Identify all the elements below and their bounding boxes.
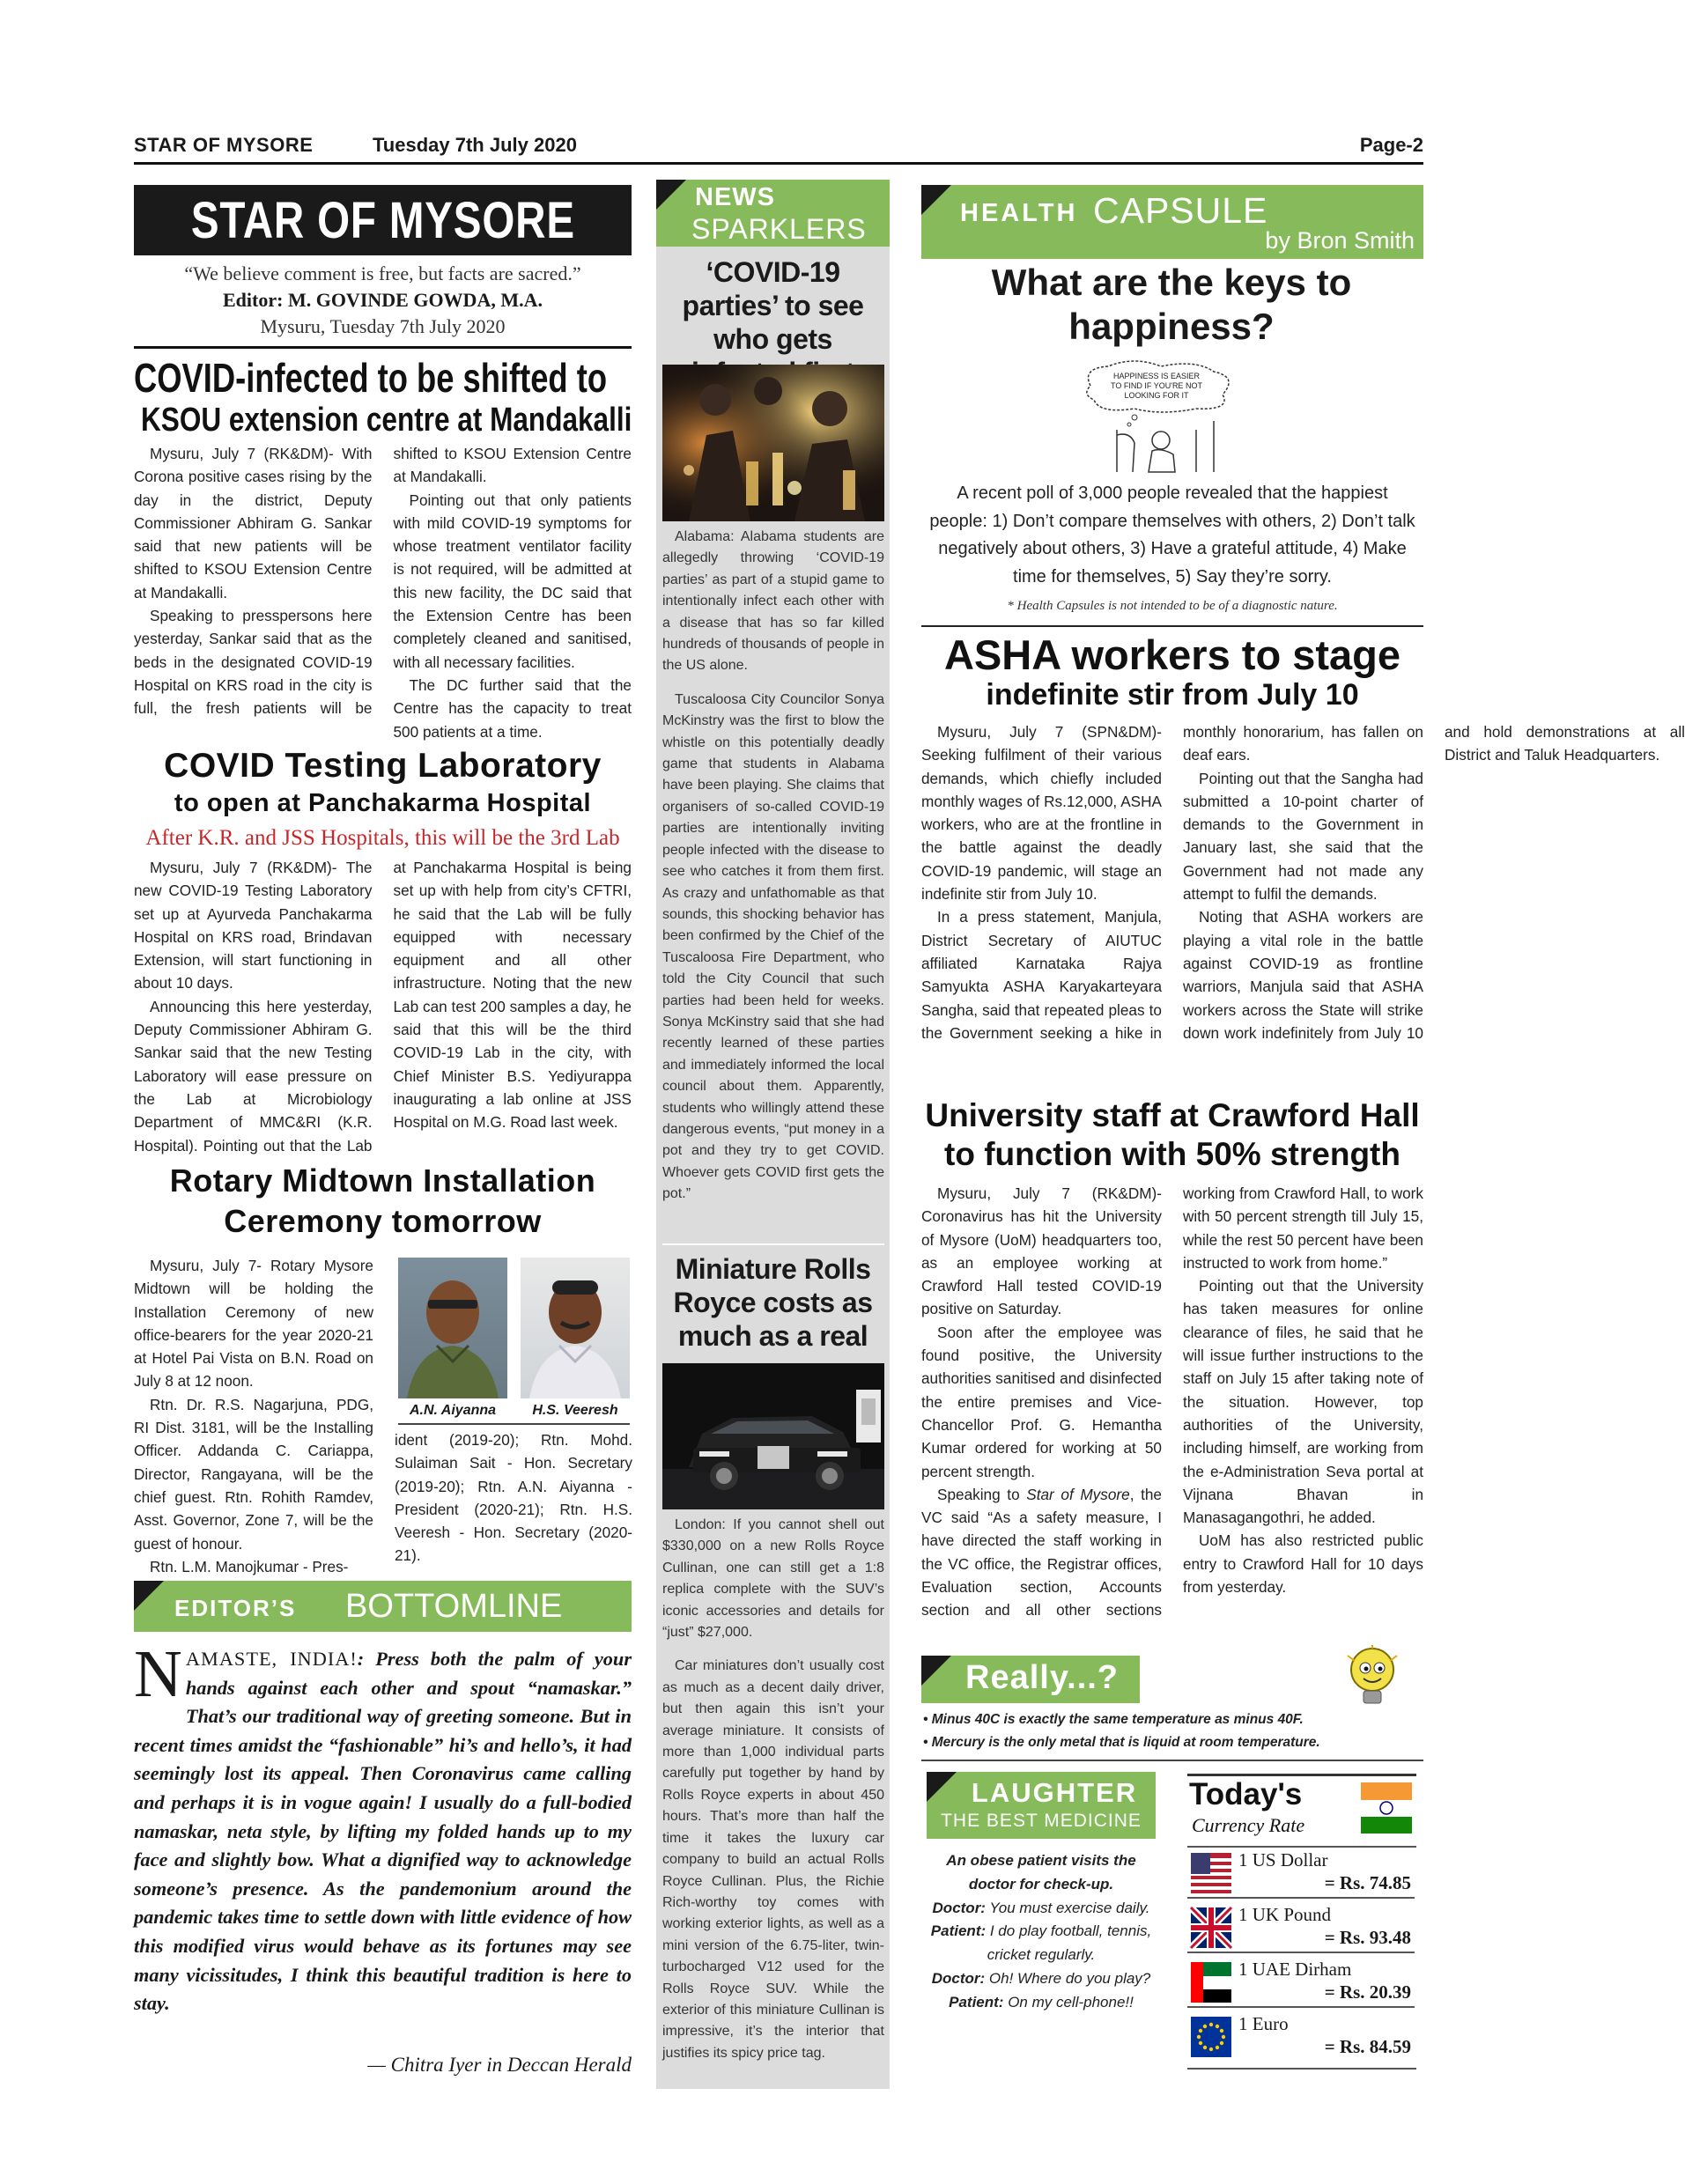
article-body: Mysuru, July 7 (SPN&DM)- Seeking fulfilment of their various demands, which chiefly included monthly wages of Rs.12,000, ASHA workers, who are at the frontline in the battle against the deadly COVID-19 pandemic, will stage an indefinite stir from July 10. In a press statement, Manjula, District Secretary of AIUTUC affiliated Karnataka Rajya Samyukta ASHA Karyakarteyara Sangha, said that repeated pleas to the Government seeking a hike in monthly honorarium, has fallen on deaf ears. Pointing out that the Sangha had submitted a 10-point charter of demands to the Government in January last, she said that the Government had not made any attempt to fulfil the demands. Noting that ASHA workers are playing a vital role in the battle against COVID-19 as frontline warriors, Manjula said that ASHA workers across the State will strike down work indefinitely from July 10 and hold demonstrations at all District and Taluk Headquarters. <box>921 723 1685 1042</box>
currency-row-eur: 1 Euro = Rs. 84.59 <box>1187 2011 1415 2062</box>
really-fact: • Minus 40C is exactly the same temperature as minus 40F. <box>923 1712 1304 1727</box>
article-headline: Rotary Midtown Installation <box>169 1162 596 1199</box>
currency-title: Today's <box>1189 1777 1303 1811</box>
corner-mark <box>134 1581 164 1611</box>
photo-caption: A.N. Aiyanna <box>409 1403 497 1418</box>
bottomline-banner: EDITOR’S BOTTOMLINE <box>134 1581 632 1632</box>
article-red-subhead: After K.R. and JSS Hospitals, this will be the 3rd Lab <box>145 826 620 850</box>
photo-aiyanna <box>398 1258 507 1398</box>
health-body: A recent poll of 3,000 people revealed that the happiest people: 1) Don’t compare themselves with others, 2) Don’t talk negatively about others, 3) Have a grateful attitude, 4) Make time for themselves, 5) Say they’re sorry. <box>929 483 1415 587</box>
lightbulb-icon <box>1344 1645 1400 1710</box>
drop-cap: N <box>134 1637 182 1711</box>
sparkler-headline: ‘COVID-19 parties’ to see who gets <box>682 256 864 355</box>
article-subheadline: KSOU extension centre at Mandakalli <box>141 402 632 439</box>
sparkler-headline: Miniature Rolls Royce costs as much as a real <box>673 1253 873 1352</box>
party-photo <box>662 365 884 521</box>
header-paper-name: STAR OF MYSORE <box>134 134 314 156</box>
masthead-motto: “We believe comment is free, but facts are sacred.” <box>184 262 581 284</box>
header-page-number: Page-2 <box>1359 134 1423 156</box>
article-headline: COVID-infected to be shifted to <box>134 355 608 401</box>
masthead-rule <box>134 346 632 349</box>
currency-top-rule <box>1187 1774 1416 1776</box>
svg-text:TO FIND IF YOU'RE NOT: TO FIND IF YOU'RE NOT <box>1111 381 1202 390</box>
health-cartoon <box>1082 359 1240 474</box>
masthead-banner <box>134 185 632 255</box>
article-body: Mysuru, July 7 (RK&DM)- The new COVID-19 Testing Laboratory set up at Ayurveda Panchakarma Hospital on KRS road, Brindavan Extension, will start functioning in about 10 days. Announcing this here yesterday, Deputy Commissioner Abhiram G. Sankar said that the new Testing Laboratory will ease pressure on the Lab at Microbiology Department of MMC&RI (K.R. Hospital). Pointing out that the Lab at Panchakarma Hospital is being set up with help from city’s CFTRI, he said that the Lab will be fully equipped with necessary equipment and all other infrastructure. Noting that the new Lab can test 200 samples a day, he said that this will be the third COVID-19 Lab in the city, with Chief Minister B.S. Yediyurappa inaugurating a lab online at JSS Hospital on M.G. Road last week. <box>134 859 632 1155</box>
party-image <box>662 365 884 521</box>
article-subheadline: to open at Panchakarma Hospital <box>174 789 592 817</box>
currency-bottom-rule <box>1187 2068 1416 2070</box>
uae-flag-icon <box>1191 1962 1231 2003</box>
article-headline: University staff at Crawford Hall <box>925 1097 1420 1133</box>
header-date: Tuesday 7th July 2020 <box>373 134 577 156</box>
us-flag-icon <box>1191 1853 1231 1893</box>
article-body-left: Mysuru, July 7- Rotary Mysore Midtown will be holding the Installation Ceremony of new office-bearers for the year 2020-21 at Hotel Pai Vista on B.N. Road on July 8 at 12 noon. Rtn. Dr. R.S. Nagarjuna, PDG, RI Dist. 3181, will be the Installing Officer. Addanda C. Cariappa, Director, Rangayana, will be the chief guest. Rtn. Rohith Ramdev, Asst. Governor, Zone 7, will be the guest of honour. Rtn. L.M. Manojkumar - Pres- <box>134 1257 373 1575</box>
portrait-image <box>398 1258 507 1398</box>
health-disclaimer: * Health Capsules is not intended to be of a diagnostic nature. <box>1007 599 1338 613</box>
bottomline-byline: — Chitra Iyer in Deccan Herald <box>367 2054 632 2076</box>
health-rule <box>921 625 1423 627</box>
currency-row-gbp: 1 UK Pound = Rs. 93.48 <box>1187 1902 1415 1953</box>
corner-mark <box>656 180 686 210</box>
joke-text: An obese patient visits the doctor for check-up. Doctor: You must exercise daily. Patient: I do play football, tennis, cricket regularly. Doctor: Oh! Where do you play? Patient: On my cell-phone!! <box>930 1852 1152 2011</box>
sparkler-body: Alabama: Alabama students are allegedly throwing ‘COVID-19 parties’ as part of a stupid game to intentionally infect each other with a disease that has so far killed hundreds of thousands of people in the US alone. Tuscaloosa City Councilor Sonya McKinstry was the first to blow the whistle on this potentially deadly game that students in Alabama have been playing. She claims that organisers of so-called COVID-19 parties are intentionally inviting people infected with the disease to see who catches it from them first. As crazy and unfathomable as that sounds, this shocking behavior has been confirmed by the Chief of the Tuscaloosa Fire Department, who told the City Council that such parties had been held for weeks. Sonya McKinstry said that she had recently learned of these parties and immediately informed the local council about them. Apparently, students who willingly attend these dangerous events, “put money in a pot and they try to get COVID. Whoever gets COVID first gets the pot.” <box>662 529 884 1202</box>
article-body-right: ident (2019-20); Rtn. Mohd. Sulaiman Sait - Hon. Secretary (2019-20); Rtn. A.N. Aiyanna - President (2020-21); Rtn. H.S. Veeresh - Hon. Secretary (2020-21). <box>395 1431 632 1565</box>
photo-caption: H.S. Veeresh <box>532 1403 618 1418</box>
header-rule <box>134 162 1423 165</box>
really-banner: Really...? <box>921 1656 1140 1703</box>
car-image <box>662 1363 884 1509</box>
health-headline: What are the keys to happiness? <box>991 262 1352 347</box>
currency-row-aed: 1 UAE Dirham = Rs. 20.39 <box>1187 1957 1415 2008</box>
sparklers-banner: NEWS SPARKLERS <box>656 180 890 247</box>
bottomline-body: NAMASTE, INDIA!: Press both the palm of your hands against each other and spout “namaskar.” That’s our traditional way of greeting someone. But in recent times amidst the “fashionable” hi’s and hello’s, it had seemingly lost its appeal. Then Coronavirus came calling and perhaps it is in vogue again! I usually do a full-bodied namaskar, neta style, by lifting my folded hands up to my face and slightly bow. What a dignified way to acknowledge someone’s presence. As the pandemonium around the pandemic takes time to settle down with little evidence of how this modified virus would behave as its fortunes may see many vicissitudes, I think this beautiful tradition is here to stay. <box>134 1637 632 2015</box>
currency-subtitle: Currency Rate <box>1192 1814 1305 1836</box>
currency-rates <box>1187 1848 1416 2085</box>
health-banner: HEALTH CAPSULE by Bron Smith <box>921 185 1423 259</box>
masthead-dateline: Mysuru, Tuesday 7th July 2020 <box>260 315 506 337</box>
really-rule <box>921 1760 1423 1761</box>
svg-text:HAPPINESS IS EASIER: HAPPINESS IS EASIER <box>1112 372 1201 380</box>
india-flag-icon <box>1361 1782 1412 1834</box>
uk-flag-icon <box>1191 1907 1231 1948</box>
currency-row-usd: 1 US Dollar = Rs. 74.85 <box>1187 1848 1415 1899</box>
masthead-editor: Editor: M. GOVINDE GOWDA, M.A. <box>223 289 543 311</box>
article-subheadline: to function with 50% strength <box>944 1136 1400 1172</box>
corner-mark <box>921 1656 951 1686</box>
article-subheadline: indefinite stir from July 10 <box>986 678 1359 712</box>
article-headline: ASHA workers to stage <box>943 631 1400 678</box>
really-fact: • Mercury is the only metal that is liquid at room temperature. <box>923 1735 1320 1750</box>
laughter-banner: LAUGHTER THE BEST MEDICINE <box>927 1772 1156 1839</box>
photo-veeresh <box>521 1258 630 1398</box>
cartoon-image <box>1082 359 1240 474</box>
sparkler-body: London: If you cannot shell out $330,000 on a new Rolls Royce Cullinan, one can still get a 1:8 replica complete with the SUV’s iconic accessories and details for “just” $27,000. Car miniatures don’t usually cost as much as a decent daily driver, but then again this isn’t your average miniature. It consists of more than 1,000 individual parts carefully put together by hand by Rolls Royce experts in about 450 hours. That’s more than half the time it takes the luxury car company to build an actual Rolls Royce Cullinan. Plus, the Richie Rich-worthy toy comes with working exterior lights, as well as a mini version of the 6.75-liter, twin-turbocharged V12 used for the Rolls Royce SUV. While the exterior of this miniature Cullinan is impressive, it’s the interior that justifies its spicy price tag. <box>662 1517 884 2061</box>
article-body: Mysuru, July 7 (RK&DM)- With Corona positive cases rising by the day in the district, Deputy Commissioner Abhiram G. Sankar said that new patients will be shifted to KSOU Extension Centre at Mandakalli. Speaking to presspersons here yesterday, Sankar said that as the beds in the designated COVID-19 Hospital on KRS road in the city is full, the fresh patients will be shifted to KSOU Extension Centre at Mandakalli. Pointing out that only patients with mild COVID-19 symptoms for whose treatment ventilator facility is not required, will be admitted at this new facility, the DC said that the Extension Centre has been completely cleaned and sanitised, with all necessary facilities. The DC further said that the Centre has the capacity to treat 500 patients at a time. <box>134 445 632 741</box>
svg-text:LOOKING FOR IT: LOOKING FOR IT <box>1124 391 1189 400</box>
eu-flag-icon <box>1191 2017 1231 2057</box>
rolls-royce-photo <box>662 1363 884 1509</box>
masthead-title: STAR OF MYSORE <box>190 191 575 249</box>
article-headline: COVID Testing Laboratory <box>164 747 602 785</box>
article-subheadline: Ceremony tomorrow <box>224 1203 542 1239</box>
corner-mark <box>921 185 951 215</box>
article-body: Mysuru, July 7 (RK&DM)- Coronavirus has hit the University of Mysore (UoM) headquarters too, as an employee working at Crawford Hall tested COVID-19 positive on Saturday. Soon after the employee was found positive, the University authorities sanitised and disinfected the entire premises and Vice-Chancellor Prof. G. Hemantha Kumar ordered for working at 50 percent strength. Speaking to Star of Mysore, the VC said “As a safety measure, I have directed the staff working in the VC office, the Registrar offices, Evaluation section, Accounts section and all other sections working from Crawford Hall, to work with 50 percent strength till July 15, while the rest 50 percent have been instructed to work from home.” Pointing out that the University has taken measures for online clearance of files, he said that he will issue further instructions to the staff on July 15 after taking note of the situation. However, top authorities of the University, including himself, are working from the e-Administration Seva portal at Vijnana Bhavan in Manasagangothri, he added. UoM has also restricted public entry to Crawford Hall for 10 days from yesterday. <box>921 1184 1423 1620</box>
caption-rule <box>398 1423 630 1425</box>
portrait-image <box>521 1258 630 1398</box>
sparkler-rule <box>662 1243 884 1245</box>
